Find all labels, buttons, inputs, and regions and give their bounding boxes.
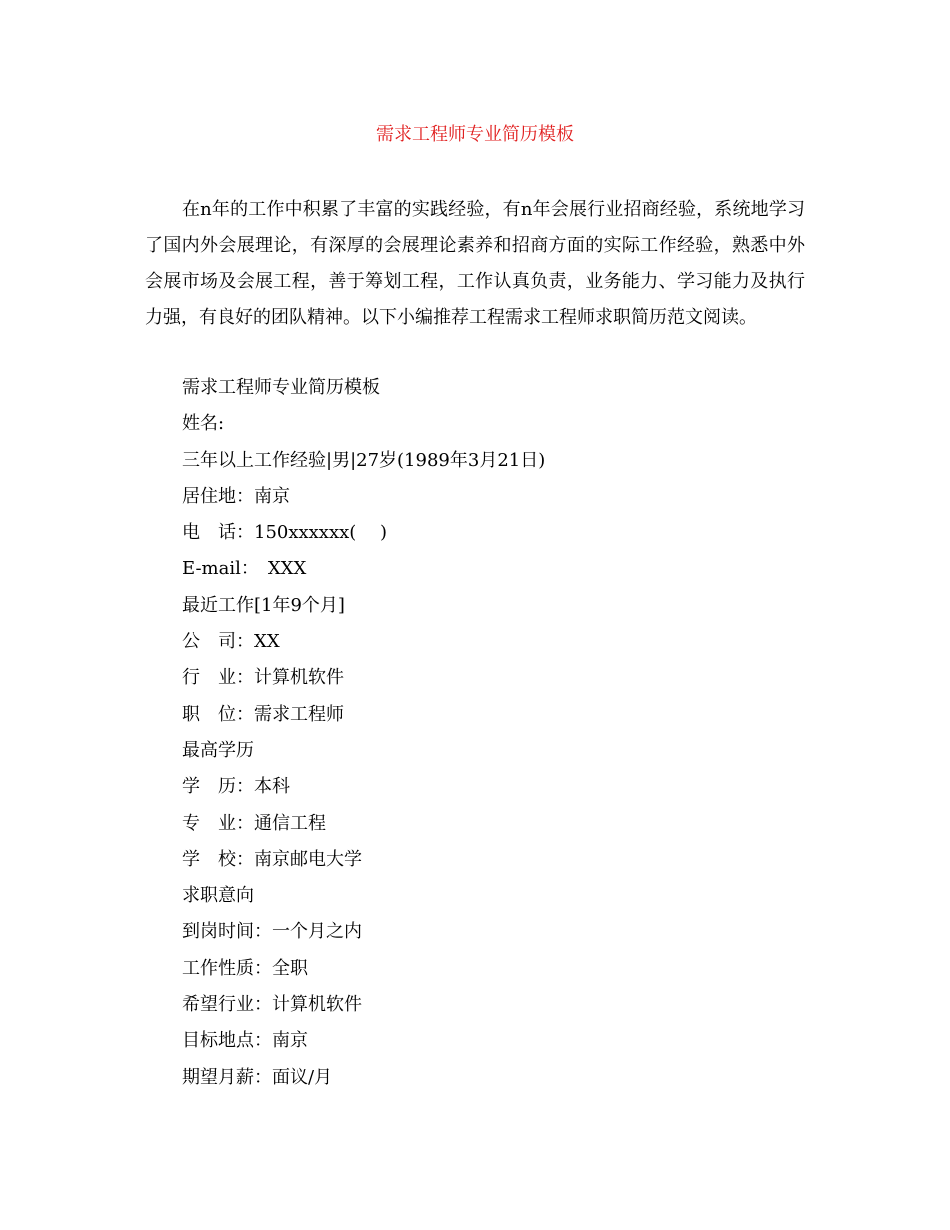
desired-industry-line: 希望行业：计算机软件 — [182, 994, 362, 1016]
major-line: 专 业：通信工程 — [182, 812, 326, 834]
job-intention-heading: 求职意向 — [182, 885, 254, 907]
recent-work-heading: 最近工作[1年9个月] — [182, 594, 345, 616]
resume-lines — [182, 370, 802, 1096]
experience-line: 三年以上工作经验|男|27岁(1989年3月21日) — [182, 449, 546, 471]
industry-line: 行 业：计算机软件 — [182, 667, 344, 689]
education-heading: 最高学历 — [182, 739, 254, 761]
intro-paragraph: 在n年的工作中积累了丰富的实践经验，有n年会展行业招商经验，系统地学习了国内外会展理论，有深厚的会展理论素养和招商方面的实际工作经验，熟悉中外会展市场及会展工程，善于筹划工程，工作认真负责，业务能力、学习能力及执行力强，有良好的团队精神。以下小编推荐工程需求工程师求职简历范文阅读。 — [145, 199, 805, 328]
expected-salary-line: 期望月薪：面议/月 — [182, 1066, 333, 1088]
degree-line: 学 历：本科 — [182, 776, 290, 798]
school-line: 学 校：南京邮电大学 — [182, 848, 362, 870]
start-time-line: 到岗时间：一个月之内 — [182, 921, 362, 943]
document-title: 需求工程师专业简历模板 — [376, 124, 574, 145]
resume-heading: 需求工程师专业简历模板 — [182, 377, 380, 398]
position-line: 职 位：需求工程师 — [182, 703, 344, 725]
residence-line: 居住地：南京 — [182, 485, 290, 507]
company-line: 公 司：XX — [182, 631, 280, 653]
target-location-line: 目标地点：南京 — [182, 1030, 308, 1052]
name-line: 姓名: — [182, 413, 225, 435]
email-line: E-mail： XXX — [182, 558, 307, 580]
phone-line: 电 话：150xxxxxx( ) — [182, 522, 388, 544]
job-type-line: 工作性质：全职 — [182, 957, 308, 979]
